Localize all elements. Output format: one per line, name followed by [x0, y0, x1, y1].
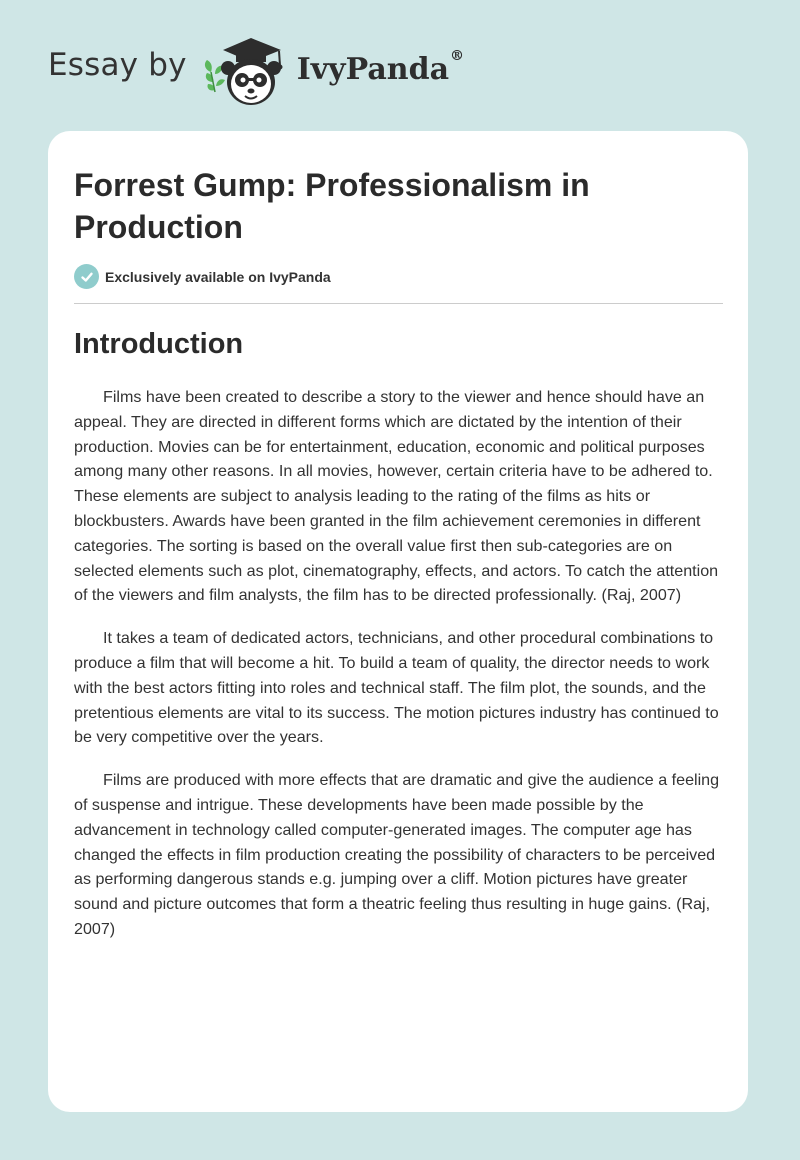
article-body	[74, 385, 724, 960]
paragraph: Films are produced with more effects that are dramatic and give the audience a feeling of suspense and intrigue. These developments have been made possible by the advancement in technology called computer-generated images. The computer age has changed the effects in film production creating the possibility of characters to be perceived as performing dangerous stands e.g. jumping over a cliff. Motion pictures have greater sound and picture outcomes that form a theatric feeling thus resulting in huge gains. (Raj, 2007)	[74, 771, 720, 938]
badge-label: Exclusively available on IvyPanda	[105, 268, 331, 285]
essay-by-label: Essay by	[48, 47, 187, 83]
registered-mark: ®	[450, 47, 465, 64]
section-heading: Introduction	[74, 328, 244, 360]
exclusive-badge	[74, 264, 331, 289]
check-icon	[74, 264, 99, 289]
essay-card	[48, 131, 748, 1112]
site-header	[48, 30, 464, 110]
brand-name[interactable]	[296, 47, 465, 87]
brand-name-text: IvyPanda	[296, 51, 450, 87]
page-title: Forrest Gump: Professionalism in Production	[74, 167, 590, 245]
divider	[74, 303, 723, 304]
paragraph: Films have been created to describe a story to the viewer and hence should have an appeal. They are directed in different forms which are dictated by the intention of their production. Movies can be for entertainment, education, economic and political purposes among many other reasons. In all movies, however, certain criteria have to be adhered to. These elements are subject to analysis leading to the rating of the films as hits or blockbusters. Awards have been granted in the film achievement ceremonies in different categories. The sorting is based on the overall value first then sub-categories are on selected elements such as plot, cinematography, effects, and actors. To catch the attention of the viewers and film analysts, the film has to be directed professionally. (Raj, 2007)	[74, 388, 719, 605]
panda-logo-icon[interactable]	[201, 30, 291, 110]
paragraph: It takes a team of dedicated actors, technicians, and other procedural combinations to produce a film that will become a hit. To build a team of quality, the director needs to work with the best actors fitting into roles and technical staff. The film plot, the sounds, and the pretentious elements are vital to its success. The motion pictures industry has continued to be very competitive over the years.	[74, 629, 719, 747]
